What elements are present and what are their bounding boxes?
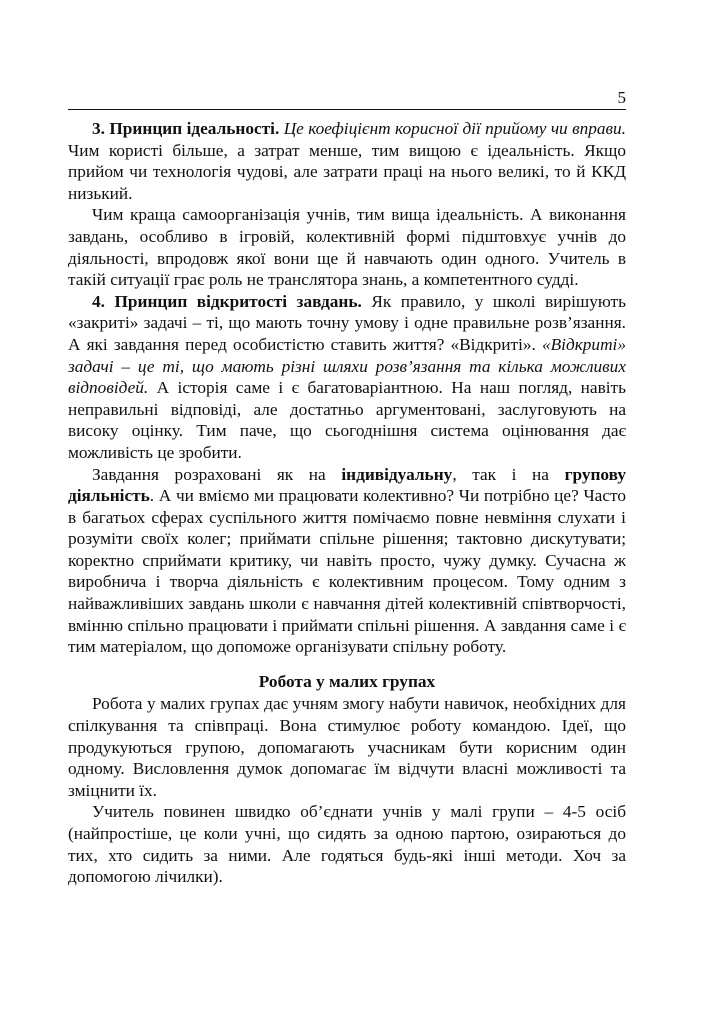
- paragraph-text: . А чи вміємо ми працювати колективно? Чи потрібно це? Часто в багатьох сферах суспільного життя помічаємо повне невміння слухати і розуміти своїх колег; приймати спільне рішення; тактовно дискутувати; коректно сприймати критику, чи навіть просто, чужу думку. Сучасна ж виробнича і творча діяльність є колективним процесом. Тому одним з найважливіших завдань школи є навчання дітей колективній співтворчості, вмінню спільно працювати і приймати спільні рішення. А завдання саме і є тим матеріалом, що допоможе організувати спільну роботу.: [68, 486, 626, 657]
- paragraph-group-work: [68, 464, 626, 658]
- header-rule: [68, 109, 626, 110]
- page-body: [68, 118, 626, 888]
- paragraph-text: Робота у малих групах дає учням змогу набути навичок, необхідних для спілкування та співпраці. Вона стимулює роботу командою. Ідеї, що продукуються групою, допомагають учасникам бути корисним один одному. Висловлення думок допомагає їм відчути власні можливості та зміцнити їх.: [68, 694, 626, 800]
- paragraph-text: Чим користі більше, а затрат менше, тим вищою є ідеальність. Якщо прийом чи технологія чудові, але затрати праці на нього великі, то й ККД низький.: [68, 140, 626, 203]
- paragraph-principle-ideality: [68, 118, 626, 204]
- principle-heading-openness: 4. Принцип відкритості завдань.: [92, 291, 362, 311]
- principle-heading-ideality: 3. Принцип ідеальності.: [92, 119, 280, 138]
- principle-definition-openness: «Відкриті» задачі – це ті, що мають різні шляхи розв’язання та кілька можливих відповідей.: [68, 334, 626, 398]
- section-heading-small-groups: Робота у малих групах: [258, 671, 436, 691]
- paragraph-forming-groups: [68, 801, 626, 887]
- paragraph-text: Як правило, у школі вирішують «закриті» задачі – ті, що мають точну умову і одне правильне розв’язання. А які завдання перед особистістю ставить життя? «Відкриті».: [68, 291, 626, 354]
- paragraph-text: А історія саме і є багатоваріантною. На наш погляд, навіть неправильні відповіді, але достатньо аргументовані, заслуговують на високу оцінку. Тим паче, що сьогоднішня система оцінювання дає можливість це зробити.: [68, 378, 626, 462]
- paragraph-text: Завдання розраховані як на: [92, 464, 326, 484]
- emphasis-group-activity: групову діяльність: [68, 464, 627, 506]
- emphasis-individual: індивідуальну: [341, 464, 453, 484]
- principle-definition-ideality: Це коефіцієнт корисної дії прийому чи вправи.: [283, 119, 626, 138]
- paragraph-text: Учитель повинен швидко об’єднати учнів у малі групи – 4-5 осіб (найпростіше, це коли учні, що сидять за одною партою, озираються до тих, хто сидить за ними. Але годяться будь-які інші методи. Хоч за допомогою лічилки).: [68, 802, 626, 887]
- paragraph-small-groups: [68, 693, 626, 801]
- paragraph-principle-openness: [68, 291, 626, 464]
- paragraph-self-organization: [68, 204, 626, 290]
- page-number: 5: [617, 88, 626, 107]
- paragraph-text: Чим краща самоорганізація учнів, тим вища ідеальність. А виконання завдань, особливо в ігровій, колективній формі підштовхує учнів до діяльності, впродовж якої вони ще й навчають один одного. Учитель в такій ситуації грає роль не транслятора знань, а компетентного судді.: [68, 205, 626, 290]
- paragraph-text: , так і на: [452, 464, 549, 484]
